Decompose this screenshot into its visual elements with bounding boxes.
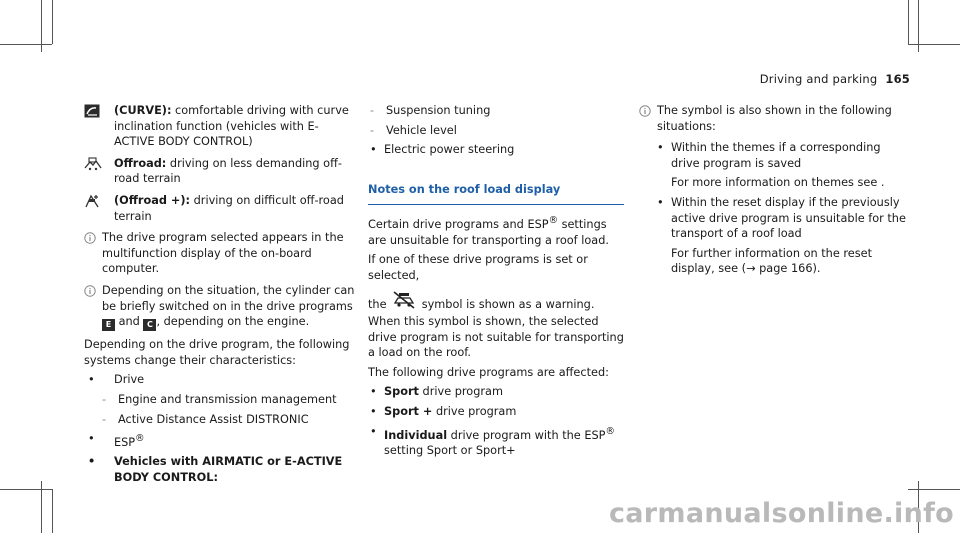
dash-mark: -: [102, 412, 107, 426]
dash-engine-text: Engine and transmission management: [118, 392, 337, 406]
note1-text: The drive program selected appears in the multifunction display of the on-board computer.: [102, 231, 344, 276]
offroad-text: driving on less demanding off-road terrain: [114, 156, 342, 186]
list-sport-plus-bold: Sport +: [384, 405, 433, 419]
bullet-steering-text: Electric power steering: [384, 143, 515, 157]
bullet-reset: [639, 195, 911, 277]
bullet-esp-text: ESP: [114, 435, 136, 449]
bullet-steering: [368, 142, 624, 158]
offroad-item: [84, 156, 356, 187]
offroad-plus-label: (Offroad +):: [114, 193, 191, 207]
column-middle: [368, 103, 624, 463]
bullet-mark: •: [370, 405, 377, 419]
dash-vehicle-level-text: Vehicle level: [386, 123, 457, 137]
list-individual-bold: Individual: [384, 428, 448, 442]
bullet-mark: •: [88, 432, 95, 446]
bullet-drive: [84, 372, 356, 388]
offroad-plus-item: [84, 193, 356, 224]
note-cylinder: [84, 283, 356, 331]
note2-text-b: , depending on the engine.: [156, 315, 310, 329]
dash-suspension: [368, 103, 624, 119]
crop-mark: [41, 481, 42, 533]
bullet-drive-text: Drive: [114, 373, 145, 387]
roof-p1: [368, 213, 624, 248]
curve-icon: [84, 104, 100, 123]
roof-p3-post: symbol is shown as a warning. When this symbol is shown, the selected drive program is not suitable for transporting a load on the roof.: [368, 297, 624, 360]
bullet-mark: •: [370, 143, 377, 157]
bullet-reset-sub: For further information on the reset display, see (→ page 166).: [671, 246, 872, 276]
section-title: Driving and parking: [759, 72, 878, 86]
list-individual-end: setting Sport or Sport+: [384, 444, 516, 458]
page-number: 165: [885, 72, 910, 86]
bullet-esp: [84, 431, 356, 450]
note-symbol-text: The symbol is also shown in the following situations:: [657, 104, 892, 133]
bullet-vehicles: [84, 454, 356, 485]
offroad-plus-text: driving on difficult off-road terrain: [114, 193, 344, 223]
offroad-icon: [84, 157, 102, 176]
dash-mark: -: [102, 392, 107, 406]
dash-distronic: [84, 412, 356, 428]
crop-mark: [908, 0, 909, 44]
bullet-mark: •: [88, 455, 96, 469]
list-sport-bold: Sport: [384, 385, 419, 399]
registered-mark: ®: [548, 215, 558, 227]
crop-mark: [908, 44, 960, 45]
list-sport-text: drive program: [418, 385, 503, 399]
list-individual-text: drive program with the ESP: [447, 428, 606, 442]
roof-p4: The following drive programs are affected:: [368, 365, 609, 379]
curve-item: [84, 103, 356, 150]
systems-paragraph: Depending on the drive program, the following systems change their characteristics:: [84, 338, 350, 367]
watermark: carmanualsonline.info: [608, 498, 954, 529]
bullet-mark: •: [370, 424, 377, 438]
bullet-vehicles-text: Vehicles with AIRMATIC or E-ACTIVE BODY CONTROL:: [114, 455, 343, 485]
bullet-mark: •: [370, 385, 377, 399]
dash-engine: [84, 392, 356, 408]
roof-p1-text: Certain drive programs and ESP: [368, 218, 549, 232]
dash-mark: -: [370, 123, 375, 137]
roof-p1-end: settings are unsuitable for transporting a roof load.: [368, 218, 609, 247]
list-individual: [368, 424, 624, 459]
bullet-themes-sub: For more information on themes see .: [671, 176, 885, 190]
note-symbol: [639, 103, 911, 134]
e-mode-icon: E: [102, 319, 115, 331]
dash-suspension-text: Suspension tuning: [386, 104, 491, 117]
list-sport-plus-text: drive program: [432, 405, 517, 419]
crop-mark: [908, 489, 960, 490]
offroad-label: Offroad:: [114, 156, 167, 170]
roof-load-warning-icon: [392, 290, 416, 315]
note-icon: [84, 285, 96, 302]
note-drive-program: [84, 230, 356, 277]
offroad-plus-icon: [84, 194, 100, 213]
dash-mark: -: [370, 104, 375, 117]
roof-p3: [368, 290, 624, 361]
note-icon: [84, 232, 96, 249]
column-left: [84, 103, 356, 486]
bullet-themes: [639, 140, 911, 191]
note2-and: and: [118, 315, 140, 329]
note-icon: [639, 105, 651, 122]
crop-mark: [52, 489, 53, 533]
note2-text-a: Depending on the situation, the cylinder can be briefly switched on in the drive programs: [102, 283, 355, 313]
list-sport-plus: [368, 404, 624, 420]
list-sport: [368, 384, 624, 400]
page-header: [760, 72, 910, 88]
curve-label: (CURVE):: [114, 104, 172, 117]
curve-text: comfortable driving with curve inclination function (vehicles with E-ACTIVE BODY CONTROL): [114, 104, 349, 149]
crop-mark: [52, 0, 53, 44]
c-mode-icon: C: [143, 319, 156, 331]
bullet-mark: •: [657, 141, 664, 155]
roof-p3-pre: the: [368, 297, 387, 311]
dash-vehicle-level: [368, 123, 624, 139]
dash-distronic-text: Active Distance Assist DISTRONIC: [118, 412, 309, 426]
roof-p2: If one of these drive programs is set or selected,: [368, 253, 588, 282]
crop-mark: [0, 44, 52, 45]
column-right: [639, 103, 911, 277]
bullet-themes-text: Within the themes if a corresponding drive program is saved: [671, 141, 881, 170]
registered-mark: ®: [135, 433, 145, 445]
bullet-mark: •: [657, 195, 664, 209]
bullet-mark: •: [88, 373, 95, 387]
registered-mark: ®: [605, 425, 615, 437]
bullet-reset-text: Within the reset display if the previously active drive program is unsuitable for the transport of a roof load: [671, 195, 906, 241]
crop-mark: [41, 0, 42, 52]
section-heading: Notes on the roof load display: [368, 182, 624, 206]
crop-mark: [0, 489, 52, 490]
crop-mark: [918, 0, 919, 52]
